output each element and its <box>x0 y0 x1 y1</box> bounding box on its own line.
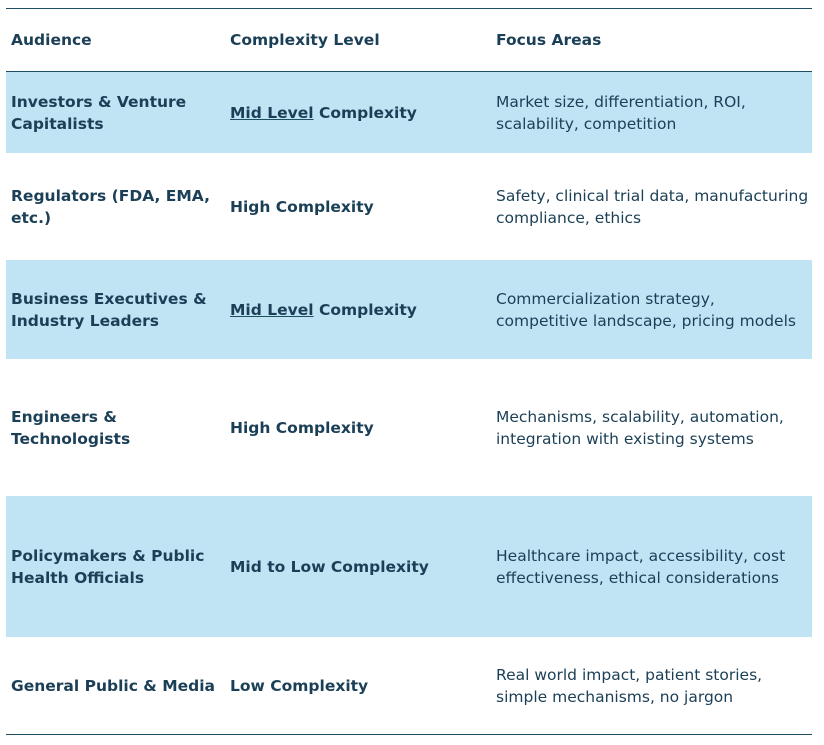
complexity-text: Complexity <box>313 300 417 319</box>
audience-cell: Policymakers & Public Health Officials <box>11 546 205 587</box>
header-complexity: Complexity Level <box>230 31 380 49</box>
complexity-cell <box>225 299 491 321</box>
complexity-cell: Mid to Low Complexity <box>230 557 429 576</box>
header-audience: Audience <box>11 31 92 49</box>
audience-cell: General Public & Media <box>11 676 216 695</box>
complexity-cell: Low Complexity <box>230 676 369 695</box>
focus-cell: Healthcare impact, accessibility, cost effectiveness, ethical considerations <box>496 546 786 587</box>
table-row <box>6 496 812 637</box>
complexity-underlined-text: Mid Level <box>230 300 314 319</box>
table-row <box>6 637 812 734</box>
complexity-underlined-text: Mid Level <box>230 103 314 122</box>
complexity-cell <box>225 102 491 124</box>
audience-cell: Investors & Venture Capitalists <box>11 92 187 133</box>
table-row <box>6 359 812 496</box>
focus-cell: Commercialization strategy, competitive landscape, pricing models <box>496 289 796 330</box>
audience-cell: Business Executives & Industry Leaders <box>11 289 207 330</box>
complexity-cell: High Complexity <box>230 418 374 437</box>
focus-cell: Real world impact, patient stories, simple mechanisms, no jargon <box>496 665 763 706</box>
complexity-text: Complexity <box>313 103 417 122</box>
focus-cell: Market size, differentiation, ROI, scalability, competition <box>496 92 746 133</box>
table-row <box>6 260 812 359</box>
complexity-cell: High Complexity <box>230 197 374 216</box>
audience-table <box>6 8 812 735</box>
table-row <box>6 153 812 260</box>
focus-cell: Mechanisms, scalability, automation, integration with existing systems <box>496 407 784 448</box>
audience-cell: Engineers & Technologists <box>11 407 131 448</box>
header-focus: Focus Areas <box>496 31 602 49</box>
focus-cell: Safety, clinical trial data, manufacturing compliance, ethics <box>496 186 809 227</box>
table-row <box>6 72 812 153</box>
table-header-row <box>6 9 812 72</box>
audience-cell: Regulators (FDA, EMA, etc.) <box>11 186 210 227</box>
